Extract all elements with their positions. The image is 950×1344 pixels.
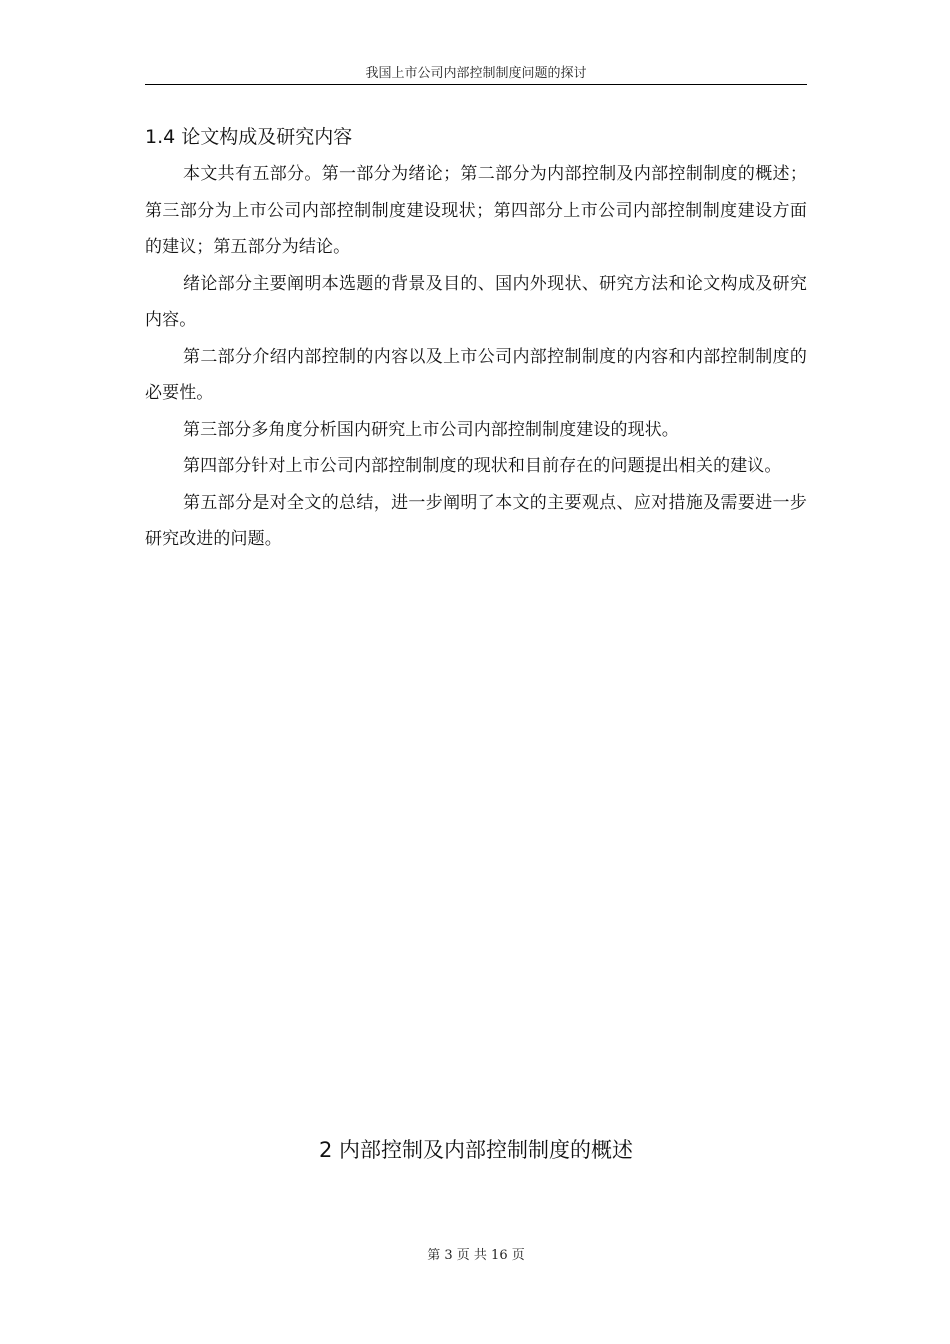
page-number-footer: 第 3 页 共 16 页: [427, 1248, 525, 1263]
paragraph-part-3: 第三部分多角度分析国内研究上市公司内部控制制度建设的现状。: [183, 419, 679, 440]
paragraph-part-2: 第二部分介绍内部控制的内容以及上市公司内部控制制度的内容和内部控制制度的必要性。: [145, 346, 807, 403]
header-rule: [145, 84, 807, 85]
paragraph-part-5: 第五部分是对全文的总结，进一步阐明了本文的主要观点、应对措施及需要进一步研究改进的问题。: [145, 492, 807, 549]
running-header: 我国上市公司内部控制制度问题的探讨: [365, 66, 587, 81]
paragraph-part-4: 第四部分针对上市公司内部控制制度的现状和目前存在的问题提出相关的建议。: [183, 456, 782, 476]
body-text: [145, 156, 807, 558]
paragraph-overview: 本文共有五部分。第一部分为绪论；第二部分为内部控制及内部控制制度的概述；第三部分为上市公司内部控制制度建设现状；第四部分上市公司内部控制制度建设方面的建议；第五部分为结论。: [145, 164, 807, 257]
chapter-heading: 2 内部控制及内部控制制度的概述: [318, 1138, 634, 1162]
paragraph-part-1: 绪论部分主要阐明本选题的背景及目的、国内外现状、研究方法和论文构成及研究内容。: [145, 273, 807, 330]
section-heading: 1.4 论文构成及研究内容: [145, 126, 353, 148]
